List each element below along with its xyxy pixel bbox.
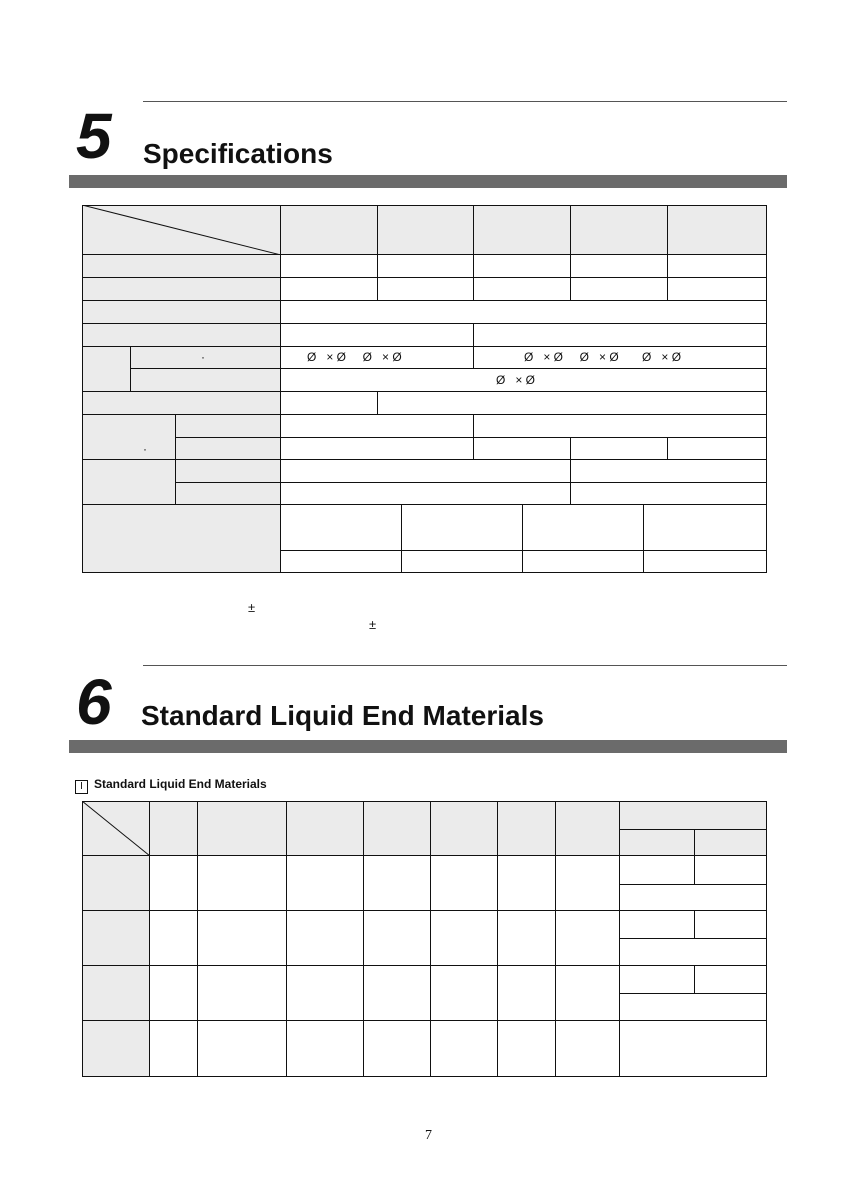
section5-bar xyxy=(69,175,787,188)
spec-row10-sub xyxy=(175,459,281,483)
spec-connection-sub-a xyxy=(130,346,281,369)
mat-header-sub1 xyxy=(619,829,695,856)
mat-row3-c5 xyxy=(430,965,498,1021)
mat-header-c3 xyxy=(286,801,364,856)
mat-header-c4 xyxy=(363,801,431,856)
spec-row2-label xyxy=(82,277,281,301)
mat-row1-c6 xyxy=(497,855,556,911)
spec-row11-left xyxy=(280,482,571,505)
mat-header-sub2 xyxy=(694,829,767,856)
spec-row3-value xyxy=(280,300,767,324)
spec-row9-c4 xyxy=(570,437,668,460)
mat-row4-c7 xyxy=(555,1020,620,1077)
spec-note-1: ± xyxy=(248,600,256,615)
mat-row3-c6 xyxy=(497,965,556,1021)
mat-row4-c4 xyxy=(363,1020,431,1077)
spec-row12-c1 xyxy=(280,504,402,551)
spec-connection-a-left xyxy=(280,346,474,369)
mat-row3-c4 xyxy=(363,965,431,1021)
spec-row1-c2 xyxy=(377,254,474,278)
spec-row8-left xyxy=(280,414,474,438)
spec-row11-sub xyxy=(175,482,281,505)
spec-header-col3 xyxy=(473,205,571,255)
spec-row13-c4 xyxy=(643,550,767,573)
spec-row1-c3 xyxy=(473,254,571,278)
mat-row2-s1 xyxy=(619,910,695,939)
mat-row1-c4 xyxy=(363,855,431,911)
spec-connection-dot: · xyxy=(201,350,205,364)
spec-header-col5 xyxy=(667,205,767,255)
mat-row2-s2 xyxy=(694,910,767,939)
mat-row1-c3 xyxy=(286,855,364,911)
spec-row1-c1 xyxy=(280,254,378,278)
connection-size-a-left: Ø × Ø Ø × Ø xyxy=(307,350,402,364)
materials-caption-number: I xyxy=(75,780,88,794)
mat-row4-c5 xyxy=(430,1020,498,1077)
spec-row2-c3 xyxy=(473,277,571,301)
spec-row8-right xyxy=(473,414,767,438)
spec-row1-label xyxy=(82,254,281,278)
spec-header-col1 xyxy=(280,205,378,255)
spec-row9-left xyxy=(280,437,474,460)
mat-header-corner xyxy=(82,801,150,856)
section6-number: 6 xyxy=(76,666,110,738)
spec-group10-label xyxy=(82,459,176,505)
mat-header-group xyxy=(619,801,767,830)
mat-row3-label xyxy=(82,965,150,1021)
spec-connection-b xyxy=(280,368,767,392)
mat-row1-c2 xyxy=(197,855,287,911)
spec-row2-c4 xyxy=(570,277,668,301)
mat-row1-s1 xyxy=(619,855,695,885)
spec-row4-left xyxy=(280,323,474,347)
spec-row13-c1 xyxy=(280,550,402,573)
mat-row3-c1 xyxy=(149,965,198,1021)
mat-row3-s2 xyxy=(694,965,767,994)
connection-size-a-right: Ø × Ø Ø × Ø Ø × Ø xyxy=(524,350,682,364)
spec-row12-c3 xyxy=(522,504,644,551)
spec-row8-sub xyxy=(175,414,281,438)
spec-row11-right xyxy=(570,482,767,505)
spec-row13-c2 xyxy=(401,550,523,573)
materials-caption-text: Standard Liquid End Materials xyxy=(94,777,267,791)
mat-row1-label xyxy=(82,855,150,911)
mat-row3-c2 xyxy=(197,965,287,1021)
mat-row4-c6 xyxy=(497,1020,556,1077)
spec-connection-group xyxy=(82,346,131,392)
mat-header-c6 xyxy=(497,801,556,856)
spec-connection-a-right xyxy=(473,346,767,369)
spec-note-2: ± xyxy=(369,617,377,632)
spec-row7-rest xyxy=(377,391,767,415)
section5-title: Specifications xyxy=(143,138,333,169)
spec-group8-dot: · xyxy=(143,442,147,456)
spec-header-corner xyxy=(82,205,281,255)
mat-header-c1 xyxy=(149,801,198,856)
spec-row13-c3 xyxy=(522,550,644,573)
spec-row4-right xyxy=(473,323,767,347)
mat-row2-c7 xyxy=(555,910,620,966)
section6-bar xyxy=(69,740,787,753)
spec-row9-c5 xyxy=(667,437,767,460)
mat-row3-s3 xyxy=(619,993,767,1021)
section6-title: Standard Liquid End Materials xyxy=(141,700,544,731)
section5-number: 5 xyxy=(76,100,110,172)
spec-row10-right xyxy=(570,459,767,483)
mat-corner-diagonal xyxy=(82,801,150,856)
section6-top-rule xyxy=(143,665,787,666)
mat-header-c7 xyxy=(555,801,620,856)
spec-row12-label xyxy=(82,504,281,573)
mat-row2-c1 xyxy=(149,910,198,966)
spec-row7-label xyxy=(82,391,281,415)
mat-row3-s1 xyxy=(619,965,695,994)
spec-header-col4 xyxy=(570,205,668,255)
spec-row9-c3 xyxy=(473,437,571,460)
mat-row1-c7 xyxy=(555,855,620,911)
spec-row2-c2 xyxy=(377,277,474,301)
mat-row2-c2 xyxy=(197,910,287,966)
mat-row3-c3 xyxy=(286,965,364,1021)
mat-row4-c2 xyxy=(197,1020,287,1077)
mat-row4-c3 xyxy=(286,1020,364,1077)
spec-row3-label xyxy=(82,300,281,324)
mat-row1-s3 xyxy=(619,884,767,911)
mat-row4-label xyxy=(82,1020,150,1077)
spec-row1-c4 xyxy=(570,254,668,278)
mat-row2-c5 xyxy=(430,910,498,966)
mat-row1-c1 xyxy=(149,855,198,911)
materials-caption xyxy=(75,777,267,794)
page-number: 7 xyxy=(425,1128,432,1143)
spec-row2-c1 xyxy=(280,277,378,301)
mat-row2-c3 xyxy=(286,910,364,966)
spec-row12-c4 xyxy=(643,504,767,551)
spec-row1-c5 xyxy=(667,254,767,278)
mat-row2-label xyxy=(82,910,150,966)
section5-top-rule xyxy=(143,101,787,102)
mat-row4-c1 xyxy=(149,1020,198,1077)
mat-header-c2 xyxy=(197,801,287,856)
spec-row9-sub xyxy=(175,437,281,460)
spec-group8-label xyxy=(82,414,176,460)
spec-connection-sub-b xyxy=(130,368,281,392)
spec-row2-c5 xyxy=(667,277,767,301)
mat-row2-c6 xyxy=(497,910,556,966)
spec-header-col2 xyxy=(377,205,474,255)
spec-row10-left xyxy=(280,459,571,483)
mat-row4-s xyxy=(619,1020,767,1077)
mat-row2-s3 xyxy=(619,938,767,966)
mat-row1-s2 xyxy=(694,855,767,885)
spec-row7-c1 xyxy=(280,391,378,415)
spec-row4-label xyxy=(82,323,281,347)
mat-row3-c7 xyxy=(555,965,620,1021)
mat-row2-c4 xyxy=(363,910,431,966)
connection-size-b: Ø × Ø xyxy=(496,373,536,387)
spec-row12-c2 xyxy=(401,504,523,551)
corner-diagonal xyxy=(82,205,281,255)
mat-header-c5 xyxy=(430,801,498,856)
mat-row1-c5 xyxy=(430,855,498,911)
